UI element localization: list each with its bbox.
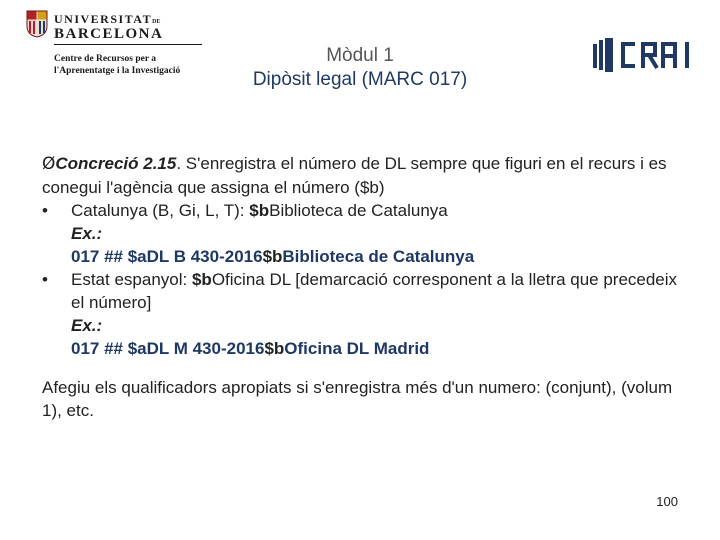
example-code-catalunya: 017 ## $aDL B 430-2016$bBiblioteca de Catalunya xyxy=(71,247,475,266)
page-number: 100 xyxy=(656,494,678,509)
list-item-catalunya: • Catalunya (B, Gi, L, T): $bBiblioteca de Catalunya xyxy=(42,201,448,220)
crai-logo xyxy=(593,38,697,72)
ub-shield-icon xyxy=(26,10,48,38)
ub-divider xyxy=(54,44,202,45)
footer-note: Afegiu els qualificadors apropiats si s'enregistra més d'un numero: (conjunt), (volum 1), etc. xyxy=(42,378,673,420)
ub-name-line2: BARCELONA xyxy=(54,26,164,42)
intro-label: Concreció 2.15 xyxy=(55,154,177,173)
bullet-icon: • xyxy=(42,270,48,289)
intro-paragraph xyxy=(42,152,682,199)
ub-subtitle: Centre de Recursos per a l'Aprenentatge i la Investigació xyxy=(54,54,181,76)
module-title: Mòdul 1 xyxy=(326,45,394,66)
example-label: Ex.: xyxy=(71,316,103,335)
section-title: Dipòsit legal (MARC 017) xyxy=(252,69,468,90)
list-item-estat: • Estat espanyol: $bOficina DL [demarcació corresponent a la lletra que precedeix el número] xyxy=(42,270,678,312)
example-code-estat: 017 ## $aDL M 430-2016$bOficina DL Madrid xyxy=(71,339,430,358)
intro-text: . S'enregistra el número de DL sempre que figuri en el recurs i es conegui l'agència que assigna el número ($b) xyxy=(42,154,667,197)
arrow-bullet-icon: Ø xyxy=(42,154,56,174)
example-label: Ex.: xyxy=(71,224,103,243)
bullet-icon: • xyxy=(42,201,48,220)
ub-name-line1: UNIVERSITATDE xyxy=(54,12,161,26)
ub-logo xyxy=(22,6,202,82)
slide-body xyxy=(42,152,682,422)
slide-title xyxy=(200,44,520,92)
